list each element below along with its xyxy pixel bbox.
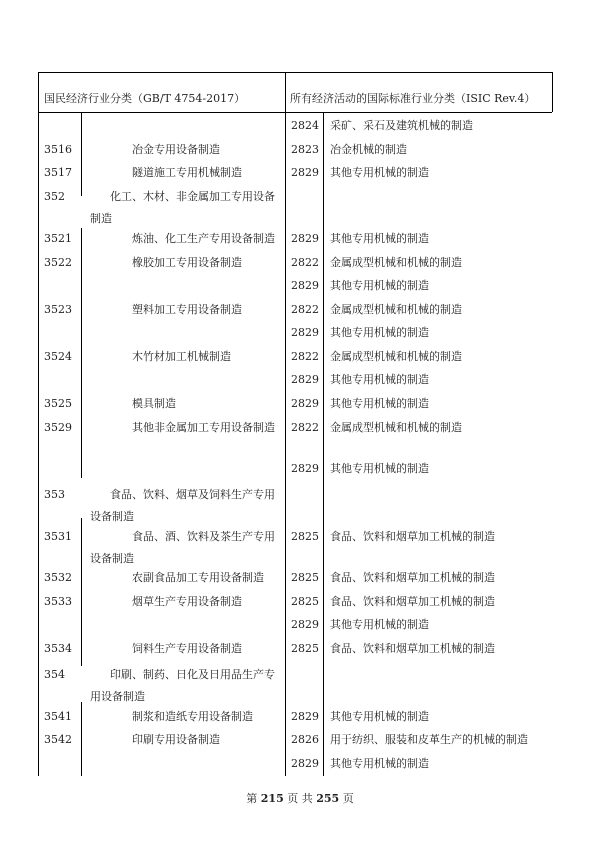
isic-code: 2825 xyxy=(291,530,319,543)
isic-code: 2822 xyxy=(291,421,319,434)
isic-name: 其他专用机械的制造 xyxy=(330,757,429,770)
isic-code: 2824 xyxy=(291,119,319,132)
isic-code: 2822 xyxy=(291,350,319,363)
class-code: 3517 xyxy=(44,166,72,179)
isic-name: 其他专用机械的制造 xyxy=(330,618,429,631)
isic-name: 其他专用机械的制造 xyxy=(330,373,429,386)
header-bottom-border xyxy=(38,112,552,113)
header-left-title: 国民经济行业分类（GB/T 4754-2017） xyxy=(44,92,246,105)
code-column-divider xyxy=(81,702,82,776)
table-left-border xyxy=(38,72,39,776)
table-right-border xyxy=(552,72,553,112)
class-name: 其他非金属加工专用设备制造 xyxy=(132,421,275,434)
class-name: 模具制造 xyxy=(132,397,176,410)
class-name: 制浆和造纸专用设备制造 xyxy=(132,710,253,723)
isic-name: 其他专用机械的制造 xyxy=(330,397,429,410)
isic-name: 冶金机械的制造 xyxy=(330,143,407,156)
class-code: 3533 xyxy=(44,595,72,608)
class-name: 烟草生产专用设备制造 xyxy=(132,595,242,608)
class-name: 食品、酒、饮料及茶生产专用设备制造 xyxy=(90,530,275,565)
class-code: 3529 xyxy=(44,421,72,434)
isic-code: 2829 xyxy=(291,279,319,292)
isic-code: 2829 xyxy=(291,710,319,723)
isic-code: 2822 xyxy=(291,256,319,269)
footer-prefix: 第 xyxy=(246,792,258,805)
isic-name: 用于纺织、服装和皮革生产的机械的制造 xyxy=(330,733,528,746)
class-code: 3524 xyxy=(44,350,72,363)
isic-code: 2825 xyxy=(291,595,319,608)
class-code: 3532 xyxy=(44,571,72,584)
class-name: 农副食品加工专用设备制造 xyxy=(132,571,264,584)
footer-suffix: 页 xyxy=(342,792,354,805)
isic-name: 其他专用机械的制造 xyxy=(330,232,429,245)
isic-name: 金属成型机械和机械的制造 xyxy=(330,303,462,316)
class-code: 3521 xyxy=(44,232,72,245)
class-code: 354 xyxy=(44,668,65,681)
isic-code: 2829 xyxy=(291,326,319,339)
isic-code: 2829 xyxy=(291,397,319,410)
isic-code: 2829 xyxy=(291,232,319,245)
isic-name: 其他专用机械的制造 xyxy=(330,462,429,475)
isic-name: 食品、饮料和烟草加工机械的制造 xyxy=(330,595,495,608)
class-name: 木竹材加工机械制造 xyxy=(132,350,231,363)
header-right-title: 所有经济活动的国际标准行业分类（ISIC Rev.4） xyxy=(290,92,536,105)
isic-name: 食品、饮料和烟草加工机械的制造 xyxy=(330,571,495,584)
class-name: 橡胶加工专用设备制造 xyxy=(132,256,242,269)
isic-code: 2829 xyxy=(291,757,319,770)
isic-code: 2829 xyxy=(291,166,319,179)
isic-code: 2829 xyxy=(291,618,319,631)
code-column-divider xyxy=(81,518,82,666)
class-code: 353 xyxy=(44,488,65,501)
isic-code: 2825 xyxy=(291,571,319,584)
isic-name: 金属成型机械和机械的制造 xyxy=(330,421,462,434)
class-group-name: 食品、饮料、烟草及饲料生产专用设备制造 xyxy=(90,488,275,523)
table-top-border xyxy=(38,72,552,73)
class-code: 352 xyxy=(44,190,65,203)
isic-code: 2825 xyxy=(291,642,319,655)
class-group-name: 化工、木材、非金属加工专用设备制造 xyxy=(90,190,275,225)
class-code: 3516 xyxy=(44,143,72,156)
isic-name: 采矿、采石及建筑机械的制造 xyxy=(330,119,473,132)
class-name: 隧道施工专用机械制造 xyxy=(132,166,242,179)
column-divider xyxy=(285,72,286,776)
isic-name: 金属成型机械和机械的制造 xyxy=(330,350,462,363)
isic-name: 食品、饮料和烟草加工机械的制造 xyxy=(330,642,495,655)
class-code: 3534 xyxy=(44,642,72,655)
isic-name: 金属成型机械和机械的制造 xyxy=(330,256,462,269)
page-footer xyxy=(0,790,600,806)
isic-name: 食品、饮料和烟草加工机械的制造 xyxy=(330,530,495,543)
isic-code: 2829 xyxy=(291,462,319,475)
class-code: 3542 xyxy=(44,733,72,746)
isic-column-divider xyxy=(323,112,324,776)
class-name: 炼油、化工生产专用设备制造 xyxy=(132,232,275,245)
class-code: 3531 xyxy=(44,530,72,543)
isic-code: 2829 xyxy=(291,373,319,386)
isic-name: 其他专用机械的制造 xyxy=(330,166,429,179)
isic-code: 2826 xyxy=(291,733,319,746)
class-code: 3522 xyxy=(44,256,72,269)
isic-code: 2823 xyxy=(291,143,319,156)
class-name: 印刷专用设备制造 xyxy=(132,733,220,746)
isic-name: 其他专用机械的制造 xyxy=(330,326,429,339)
code-column-divider xyxy=(81,228,82,478)
current-page-number: 215 xyxy=(260,792,284,805)
class-code: 3523 xyxy=(44,303,72,316)
class-code: 3541 xyxy=(44,710,72,723)
class-name: 塑料加工专用设备制造 xyxy=(132,303,242,316)
isic-code: 2822 xyxy=(291,303,319,316)
class-name: 饲料生产专用设备制造 xyxy=(132,642,242,655)
isic-name: 其他专用机械的制造 xyxy=(330,279,429,292)
class-code: 3525 xyxy=(44,397,72,410)
total-page-count: 255 xyxy=(316,792,340,805)
isic-name: 其他专用机械的制造 xyxy=(330,710,429,723)
class-group-name: 印刷、制药、日化及日用品生产专用设备制造 xyxy=(90,668,275,703)
code-column-divider xyxy=(81,112,82,196)
class-name: 冶金专用设备制造 xyxy=(132,143,220,156)
footer-middle: 页 共 xyxy=(287,792,313,805)
